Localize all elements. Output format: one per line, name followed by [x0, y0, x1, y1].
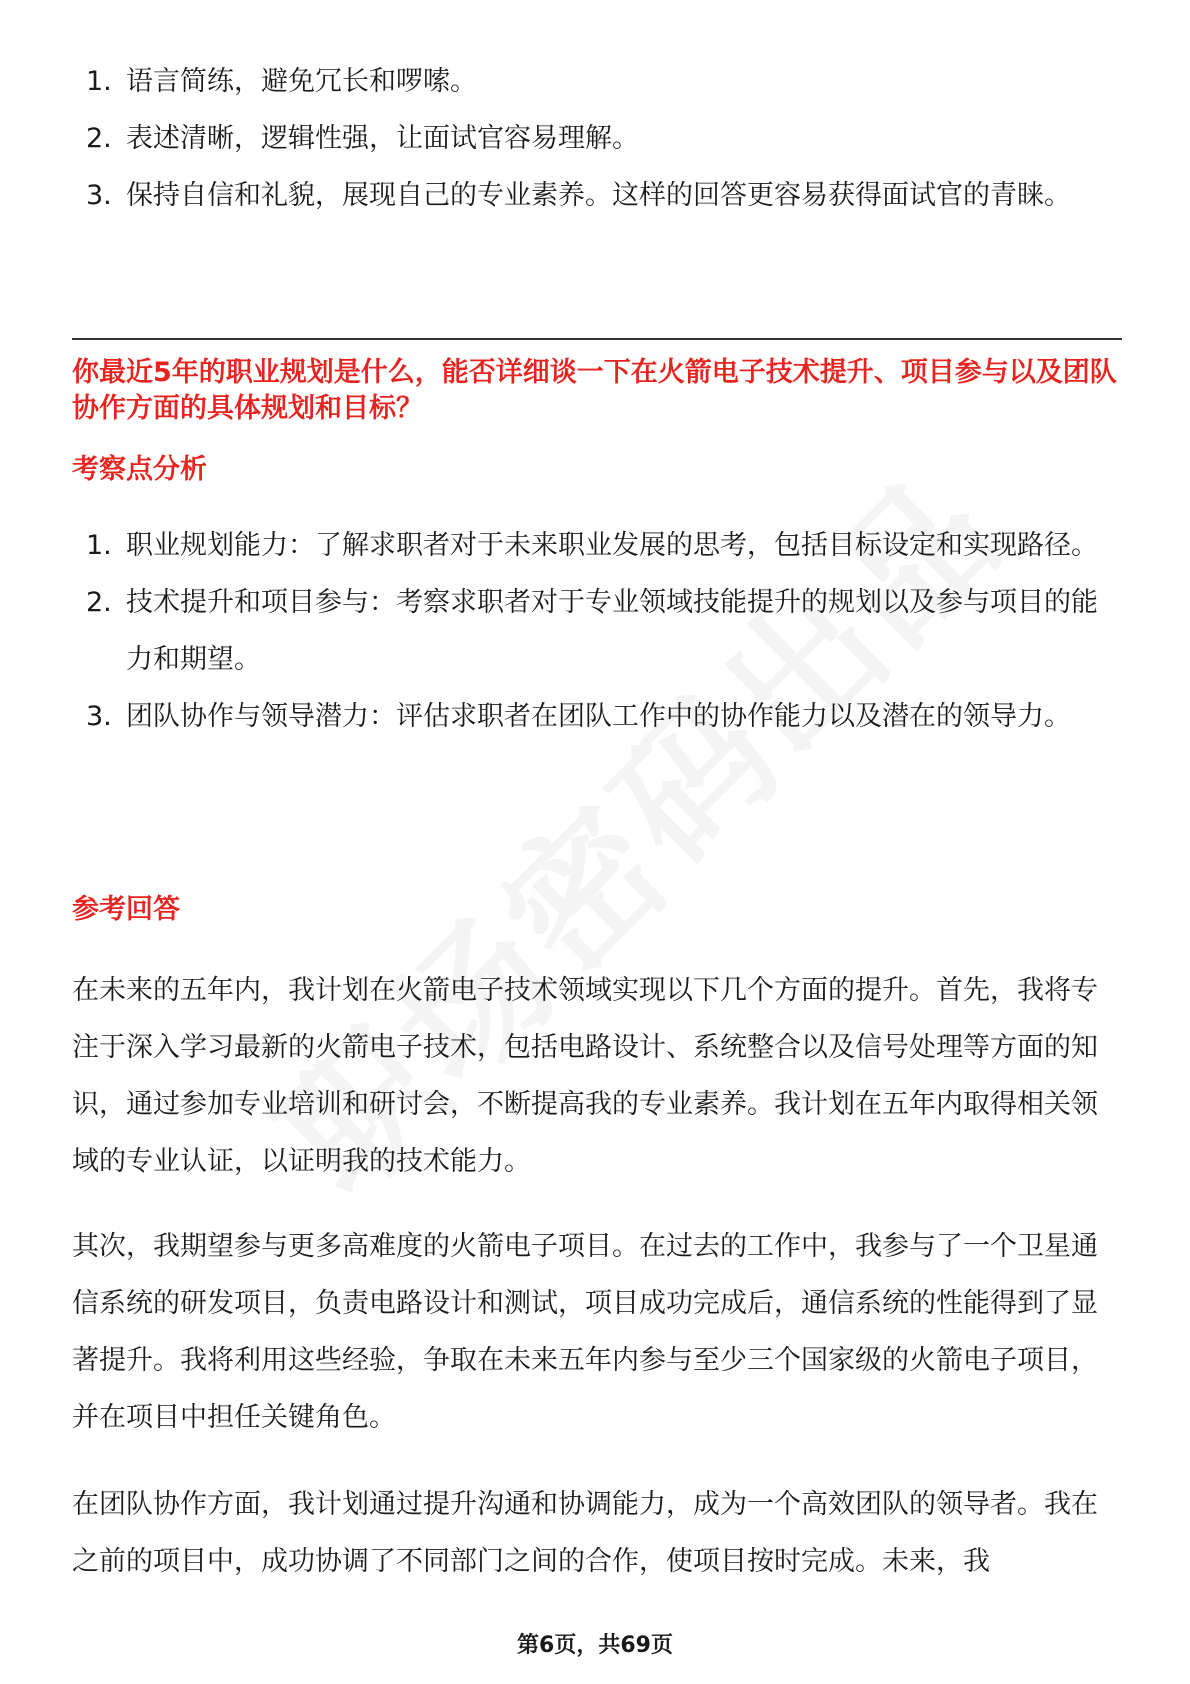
list-item	[72, 167, 1122, 224]
analysis-list	[72, 517, 1122, 745]
list-text: 保持自信和礼貌，展现自己的专业素养。这样的回答更容易获得面试官的青睐。	[126, 180, 1071, 211]
answer-paragraph: 在团队协作方面，我计划通过提升沟通和协调能力，成为一个高效团队的领导者。我在之前的项目中，成功协调了不同部门之间的合作，使项目按时完成。未来，我	[72, 1489, 1098, 1577]
list-text: 团队协作与领导潜力：评估求职者在团队工作中的协作能力以及潜在的领导力。	[126, 701, 1071, 732]
page-number: 第6页，共69页	[517, 1633, 673, 1658]
list-item	[72, 110, 1122, 167]
list-text: 职业规划能力：了解求职者对于未来职业发展的思考，包括目标设定和实现路径。	[126, 530, 1098, 561]
interview-question: 你最近5年的职业规划是什么，能否详细谈一下在火箭电子技术提升、项目参与以及团队协作方面的具体规划和目标？	[72, 357, 1117, 424]
list-text: 表述清晰，逻辑性强，让面试官容易理解。	[126, 123, 639, 154]
list-number: 1.	[86, 66, 112, 97]
list-item	[72, 688, 1122, 745]
answer-paragraph: 在未来的五年内，我计划在火箭电子技术领域实现以下几个方面的提升。首先，我将专注于深入学习最新的火箭电子技术，包括电路设计、系统整合以及信号处理等方面的知识，通过参加专业培训和研讨会，不断提高我的专业素养。我计划在五年内取得相关领域的专业认证，以证明我的技术能力。	[72, 975, 1098, 1177]
list-item	[72, 517, 1122, 574]
section-divider	[72, 338, 1122, 340]
list-text: 技术提升和项目参与：考察求职者对于专业领域技能提升的规划以及参与项目的能力和期望。	[126, 587, 1098, 675]
list-number: 1.	[86, 530, 112, 561]
list-number: 3.	[86, 180, 112, 211]
list-text: 语言简练，避免冗长和啰嗦。	[126, 66, 477, 97]
analysis-heading: 考察点分析	[72, 454, 207, 485]
list-number: 3.	[86, 701, 112, 732]
list-number: 2.	[86, 587, 112, 618]
answer-paragraph: 其次，我期望参与更多高难度的火箭电子项目。在过去的工作中，我参与了一个卫星通信系统的研发项目，负责电路设计和测试，项目成功完成后，通信系统的性能得到了显著提升。我将利用这些经验，争取在未来五年内参与至少三个国家级的火箭电子项目，并在项目中担任关键角色。	[72, 1231, 1098, 1433]
list-item	[72, 53, 1122, 110]
list-number: 2.	[86, 123, 112, 154]
list-item	[72, 574, 1122, 688]
answer-heading: 参考回答	[72, 894, 180, 925]
tips-list	[72, 53, 1122, 224]
